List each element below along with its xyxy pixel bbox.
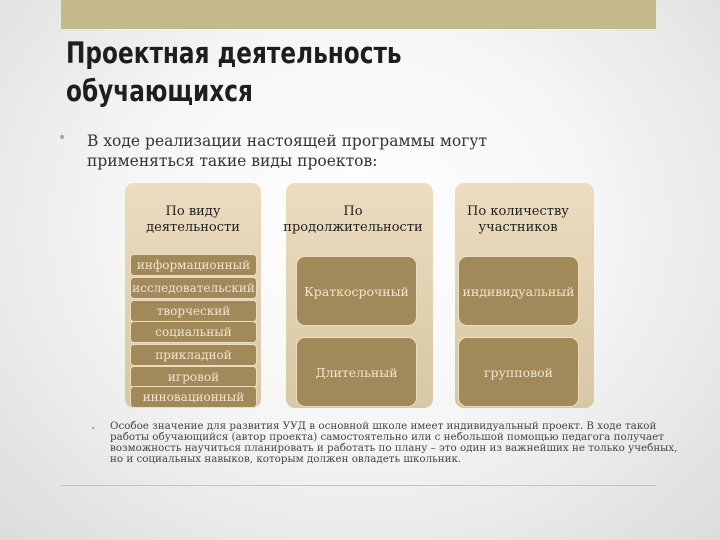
duration-item-long-term: Длительный: [296, 337, 417, 407]
slide-title-line-2: обучающихся: [66, 74, 253, 108]
column-header-participants-line2: участников: [478, 220, 558, 235]
activity-item-innovative: инновационный: [130, 386, 257, 408]
slide-title: [66, 34, 402, 110]
intro-text: В ходе реализации настоящей программы могут применяться такие виды проектов:: [87, 132, 488, 170]
activity-item-creative: творческий: [130, 300, 257, 322]
participants-item-group: групповой: [458, 337, 579, 407]
column-header-activity-line1: По виду: [165, 204, 221, 219]
participants-item-individual: индивидуальный: [458, 256, 579, 326]
column-header-participants-line1: По количеству: [467, 204, 569, 219]
top-accent-bar: [61, 0, 656, 29]
column-header-duration-line2: продолжительности: [283, 220, 423, 235]
bullet-icon: •: [58, 130, 67, 146]
note-bullet-icon: •: [91, 424, 96, 433]
activity-item-research: исследовательский: [130, 277, 257, 299]
activity-item-informational: информационный: [130, 254, 257, 276]
column-header-activity-line2: деятельности: [146, 220, 240, 235]
slide-title-line-1: Проектная деятельность: [66, 36, 402, 70]
column-header-duration-line1: По: [343, 204, 363, 219]
column-header-activity: [146, 204, 240, 236]
column-header-participants: [467, 204, 569, 236]
bottom-divider: [61, 485, 656, 486]
column-header-duration: [283, 204, 422, 236]
activity-item-applied: прикладной: [130, 344, 257, 366]
activity-item-social: социальный: [130, 321, 257, 343]
duration-item-short-term: Краткосрочный: [296, 256, 417, 326]
activity-item-game: игровой: [130, 366, 257, 388]
note-text: Особое значение для развития УУД в основной школе имеет индивидуальный проект. В ходе такой работы обучающийся (автор проекта) самостоятельно или с небольшой помощью педагога получает возможность научиться планировать и работать по плану – это один из важнейших не только учебных, но и социальных навыков, которым должен овладеть школьник.: [110, 420, 678, 465]
